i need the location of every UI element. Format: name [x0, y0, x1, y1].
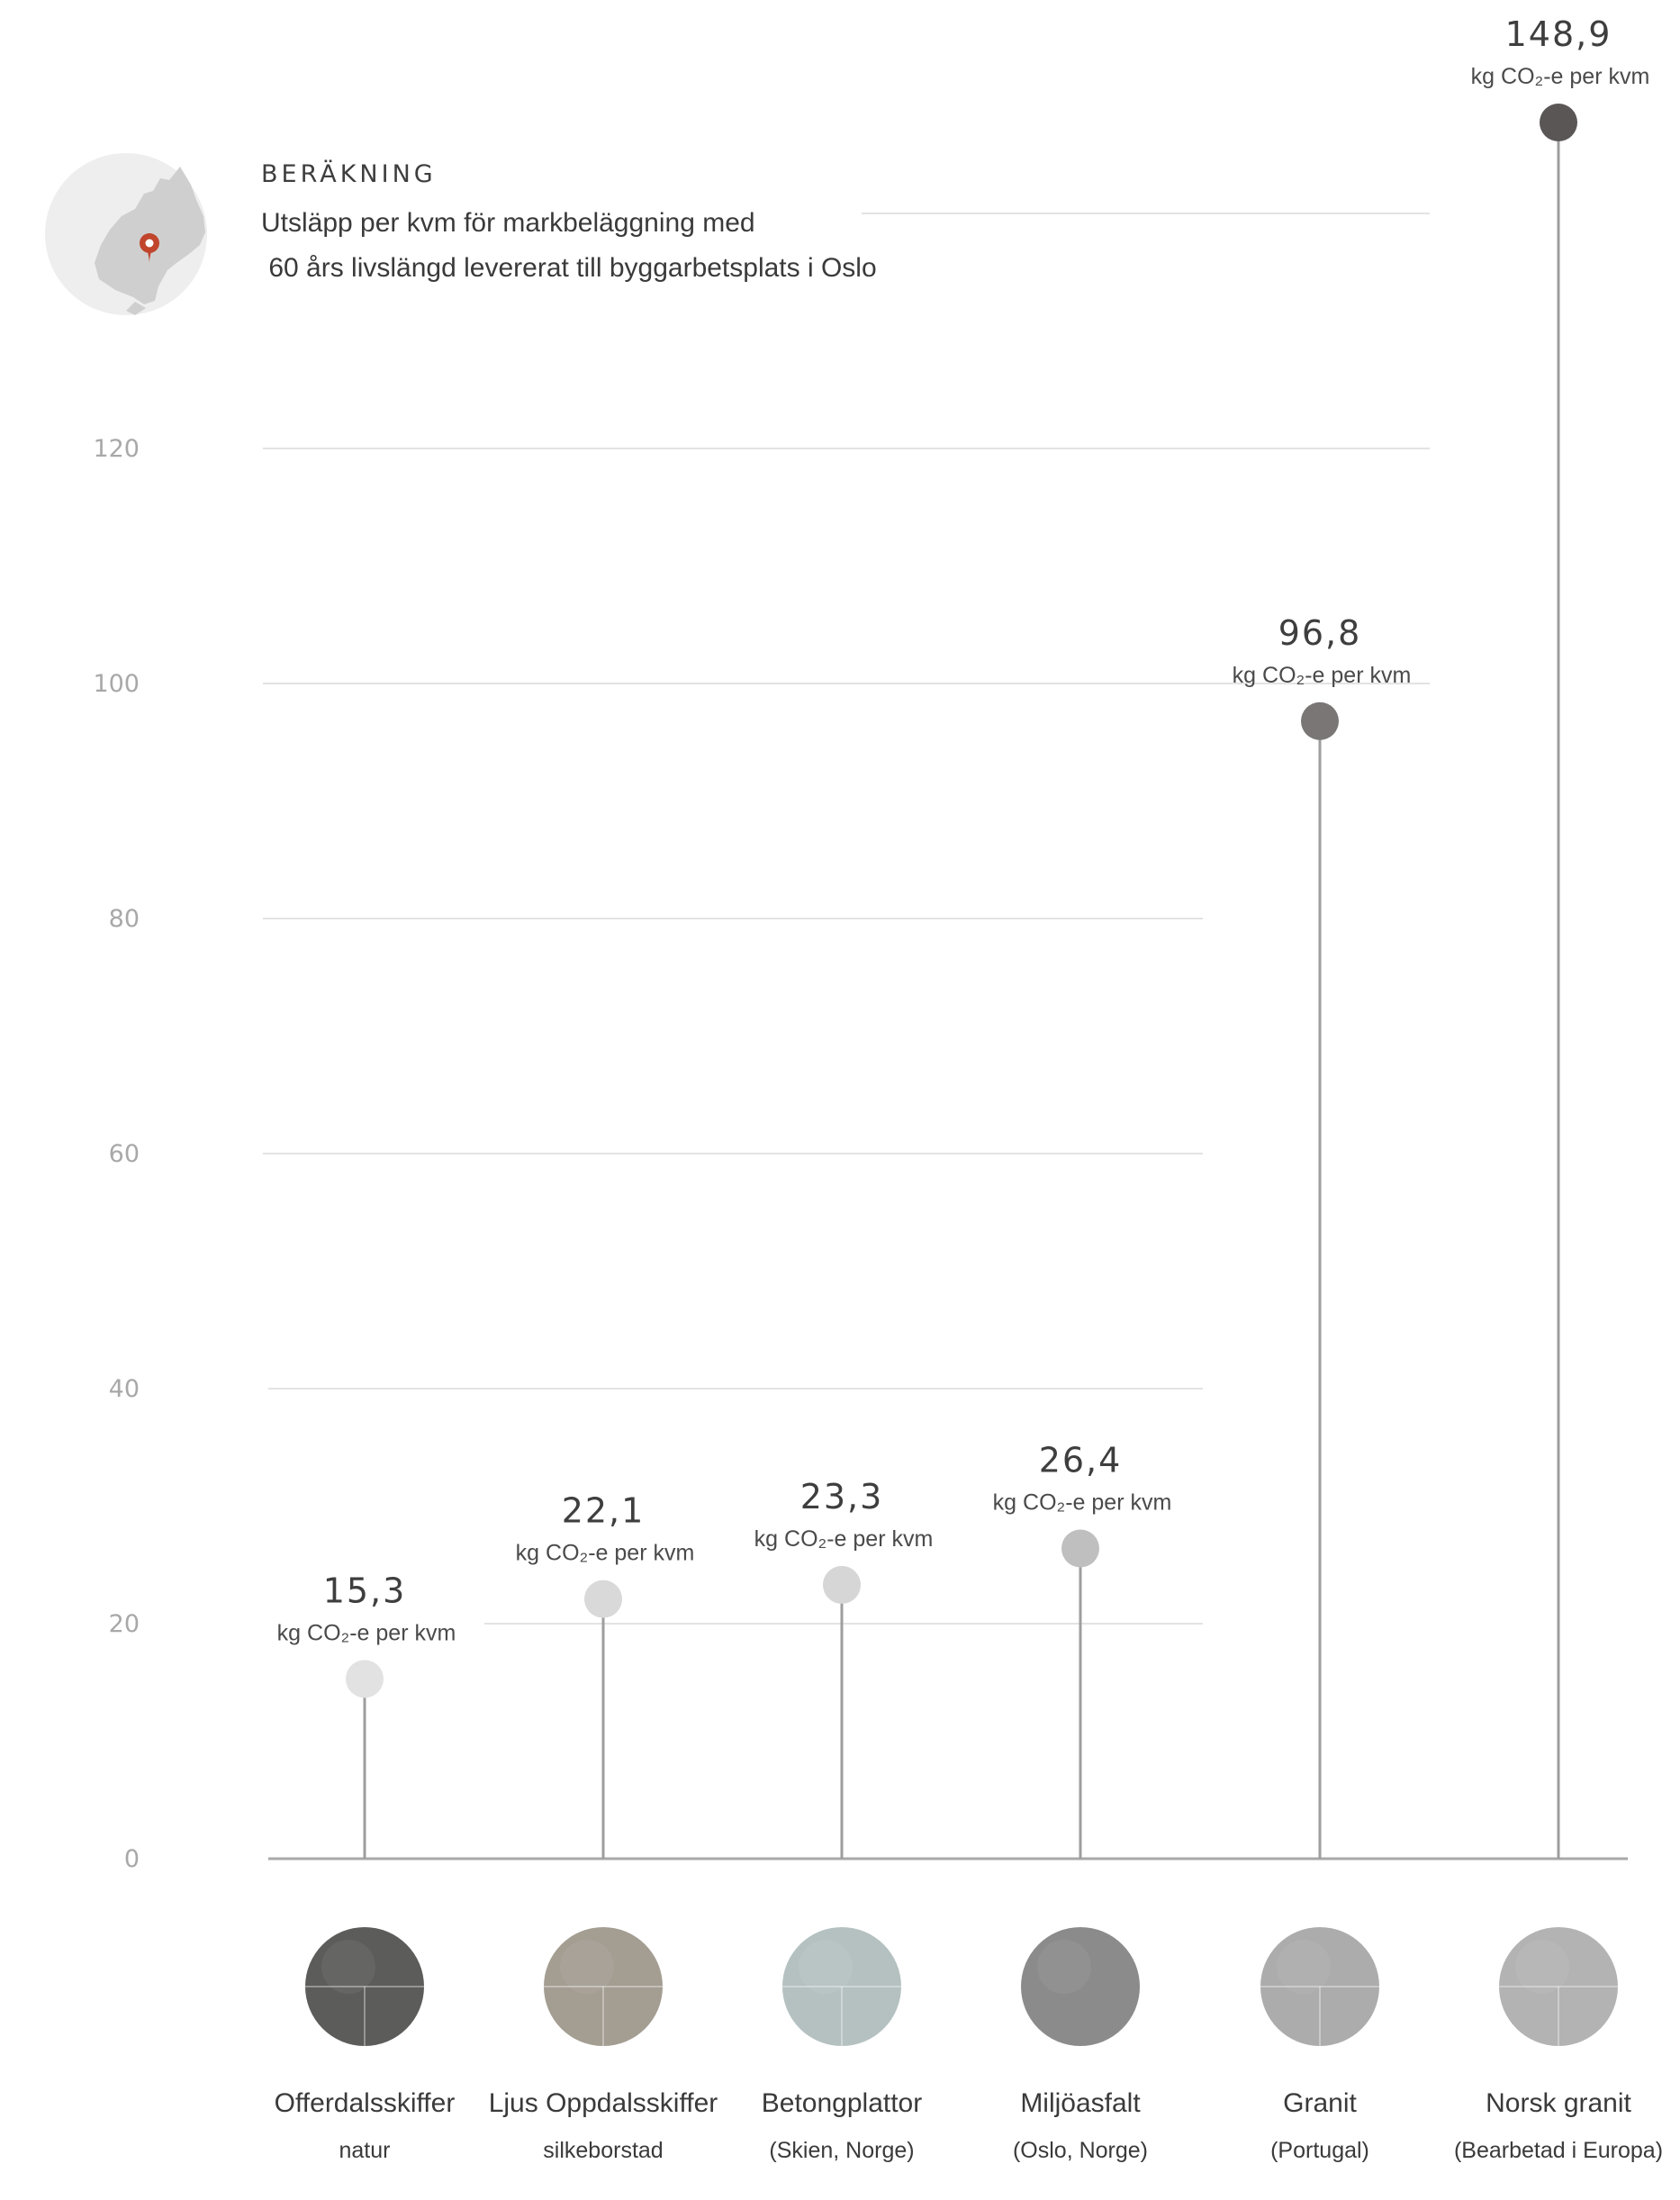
unit-label-5: kg CO₂-e per kvm [1470, 64, 1650, 89]
map-badge [45, 153, 207, 315]
category-name-0: Offerdalsskiffer [274, 2088, 456, 2118]
category-name-1: Ljus Oppdalsskiffer [488, 2088, 718, 2118]
unit-label-1: kg CO₂-e per kvm [515, 1540, 695, 1566]
unit-label-2: kg CO₂-e per kvm [754, 1526, 934, 1552]
data-point-2 [823, 1566, 861, 1604]
category-sub-5: (Bearbetad i Europa) [1453, 2138, 1664, 2163]
value-label-4: 96,8 [1278, 612, 1362, 653]
category-name-5: Norsk granit [1486, 2088, 1631, 2118]
chart-subtitle-line-1: Utsläpp per kvm för markbeläggning med [261, 208, 755, 238]
data-point-0 [346, 1660, 384, 1698]
material-swatch-0 [305, 1927, 424, 2046]
category-name-2: Betongplattor [761, 2088, 923, 2118]
material-swatch-5 [1499, 1927, 1618, 2046]
unit-label-3: kg CO₂-e per kvm [992, 1489, 1172, 1516]
material-swatch-4 [1260, 1927, 1379, 2046]
material-swatch-1 [544, 1927, 663, 2046]
material-swatch-2 [782, 1927, 901, 2046]
material-swatch-3 [1021, 1927, 1140, 2046]
category-sub-2: (Skien, Norge) [769, 2138, 915, 2163]
chart-heading: BERÄKNING [261, 160, 437, 188]
category-sub-4: (Portugal) [1270, 2138, 1369, 2163]
y-tick-label-40: 40 [108, 1375, 140, 1403]
data-point-1 [584, 1580, 622, 1618]
data-point-4 [1301, 702, 1339, 740]
y-tick-label-60: 60 [108, 1140, 140, 1168]
value-label-5: 148,9 [1504, 14, 1612, 54]
grid-lines [263, 213, 1430, 1624]
chart-subtitle-line-2: 60 års livslängd levererat till byggarbetsplats i Oslo [261, 253, 877, 283]
category-name-4: Granit [1283, 2088, 1357, 2118]
value-label-3: 26,4 [1038, 1440, 1123, 1480]
unit-label-4: kg CO₂-e per kvm [1232, 662, 1412, 688]
y-tick-label-0: 0 [123, 1845, 140, 1873]
category-sub-3: (Oslo, Norge) [1012, 2138, 1149, 2163]
category-sub-1: silkeborstad [543, 2138, 664, 2163]
y-tick-label-80: 80 [108, 905, 140, 933]
value-label-2: 23,3 [799, 1476, 884, 1516]
category-name-3: Miljöasfalt [1020, 2088, 1141, 2118]
value-label-0: 15,3 [322, 1571, 407, 1611]
category-labels [275, 1927, 1663, 2163]
value-label-1: 22,1 [561, 1490, 646, 1531]
data-point-5 [1540, 104, 1577, 141]
y-tick-label-20: 20 [108, 1610, 140, 1638]
data-point-3 [1061, 1529, 1099, 1567]
y-tick-label-100: 100 [93, 670, 140, 698]
data-marks [277, 14, 1650, 1859]
unit-label-0: kg CO₂-e per kvm [276, 1620, 456, 1646]
category-sub-0: natur [339, 2138, 391, 2163]
y-tick-label-120: 120 [93, 435, 140, 463]
